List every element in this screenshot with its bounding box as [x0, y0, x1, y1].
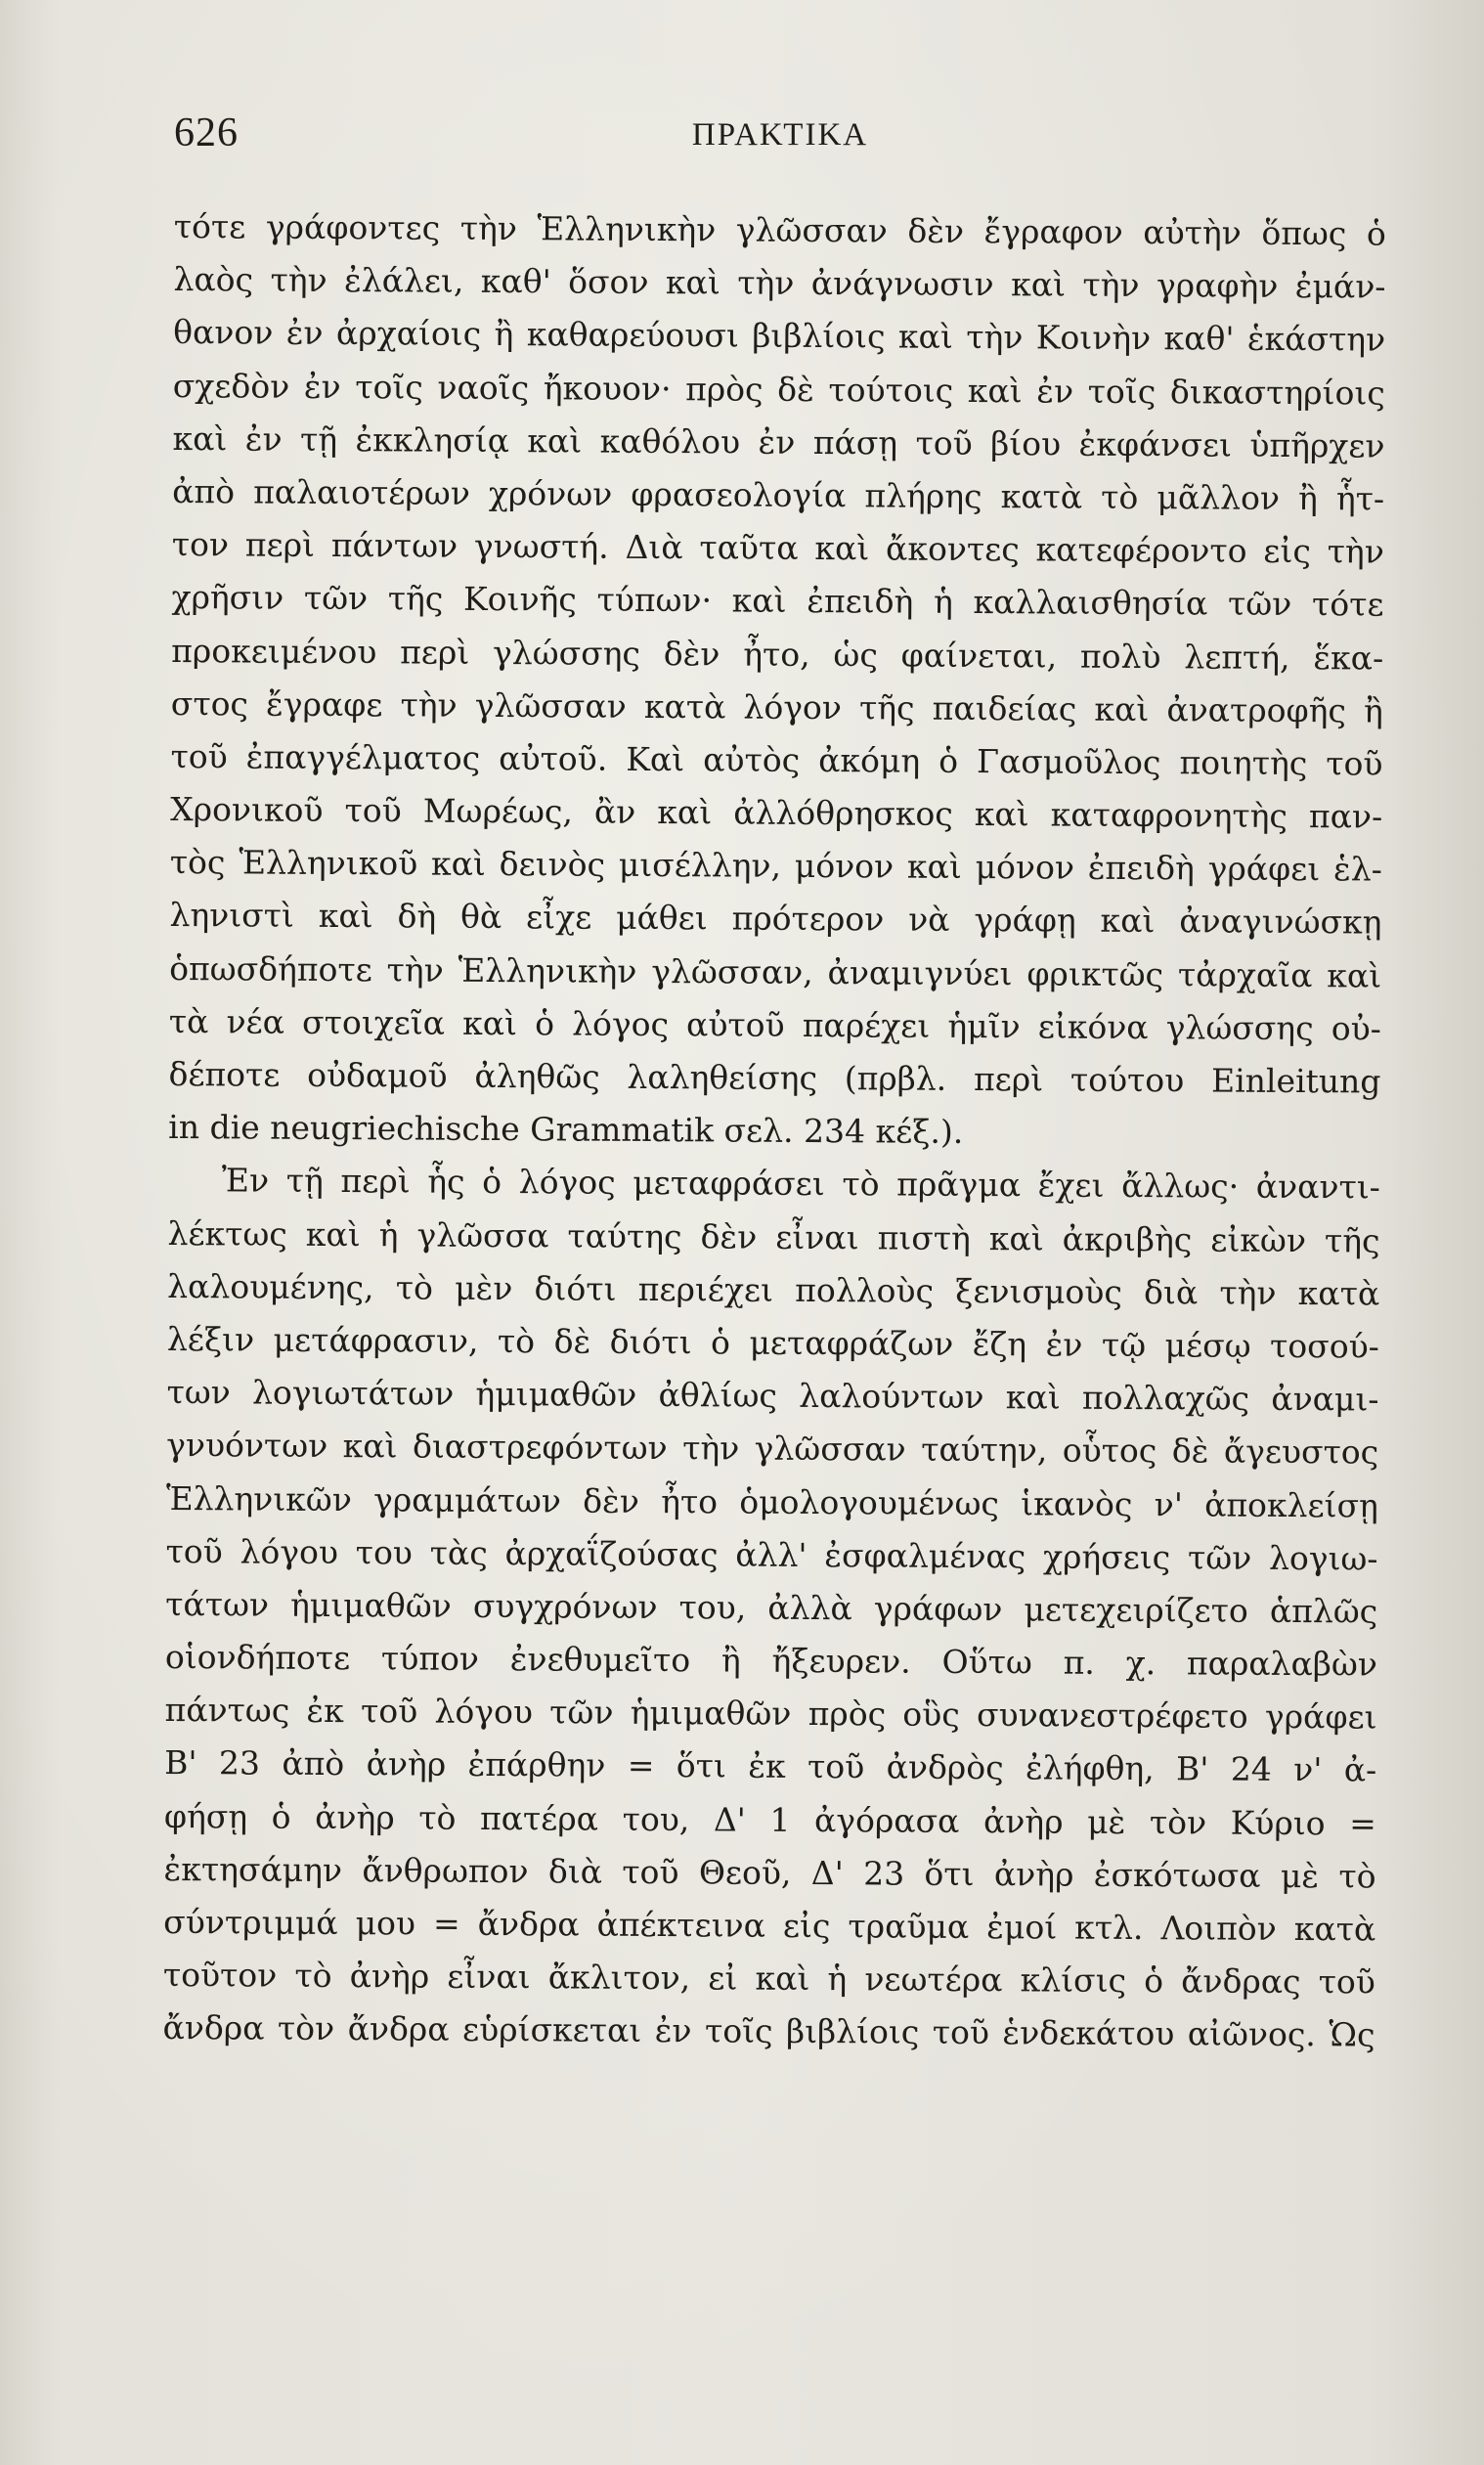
text-line: ἀπὸ παλαιοτέρων χρόνων φρασεολογία πλήρης κατὰ τὸ μᾶλλον ἢ ἧτ- [172, 471, 1385, 518]
text-line: Χρονικοῦ τοῦ Μωρέως, ἂν καὶ ἀλλόθρησκος καὶ καταφρονητὴς παν- [170, 790, 1383, 836]
text-line: προκειμένου περὶ γλώσσης δὲν ἦτο, ὡς φαίνεται, πολὺ λεπτή, ἕκα- [171, 631, 1384, 678]
text-line: πάντως ἐκ τοῦ λόγου τῶν ἡμιμαθῶν πρὸς οὓς συνανεστρέφετο γράφει [164, 1691, 1377, 1737]
text-line: σχεδὸν ἐν τοῖς ναοῖς ἤκουον· πρὸς δὲ τούτοις καὶ ἐν τοῖς δικαστηρίοις [172, 366, 1385, 413]
text-line: χρῆσιν τῶν τῆς Κοινῆς τύπων· καὶ ἐπειδὴ ἡ καλλαισθησία τῶν τότε [171, 578, 1384, 624]
running-title: ΠΡΑΚΤΙΚΑ [691, 117, 869, 153]
text-line: τοῦ ἐπαγγέλματος αὐτοῦ. Καὶ αὐτὸς ἀκόμη ὁ Γασμοῦλος ποιητὴς τοῦ [170, 736, 1383, 783]
text-line: γνυόντων καὶ διαστρεφόντων τὴν γλῶσσαν ταύτην, οὗτος δὲ ἄγευστος [166, 1426, 1379, 1472]
text-line: τὸς Ἑλληνικοῦ καὶ δεινὸς μισέλλην, μόνον καὶ μόνον ἐπειδὴ γράφει ἑλ- [169, 843, 1382, 889]
running-head [174, 110, 1386, 168]
text-line: θανον ἐν ἀρχαίοις ἢ καθαρεύουσι βιβλίοις καὶ τὴν Κοινὴν καθ' ἑκάστην [173, 313, 1386, 359]
body-text [162, 200, 1386, 2062]
text-line: λέξιν μετάφρασιν, τὸ δὲ διότι ὁ μεταφράζων ἔζη ἐν τῷ μέσῳ τοσού- [166, 1319, 1379, 1366]
text-line: καὶ ἐν τῇ ἐκκλησίᾳ καὶ καθόλου ἐν πάσῃ τοῦ βίου ἐκφάνσει ὑπῆρχεν [172, 418, 1385, 465]
text-line: ληνιστὶ καὶ δὴ θὰ εἶχε μάθει πρότερον νὰ γράφῃ καὶ ἀναγινώσκῃ [169, 896, 1382, 942]
text-line: λαὸς τὴν ἐλάλει, καθ' ὅσον καὶ τὴν ἀνάγνωσιν καὶ τὴν γραφὴν ἐμάν- [173, 260, 1386, 306]
text-line: των λογιωτάτων ἡμιμαθῶν ἀθλίως λαλούντων καὶ πολλαχῶς ἀναμι- [166, 1373, 1379, 1419]
paragraph-start-line: Ἐν τῇ περὶ ἧς ὁ λόγος μεταφράσει τὸ πρᾶγμα ἔχει ἄλλως· ἀναντι- [221, 1161, 1380, 1207]
text-line: φήσῃ ὁ ἀνὴρ τὸ πατέρα του, Δ' 1 ἀγόρασα ἀνὴρ μὲ τὸν Κύριο = [163, 1796, 1377, 1843]
text-line: ἐκτησάμην ἄνθρωπον διὰ τοῦ Θεοῦ, Δ' 23 ὅτι ἀνὴρ ἐσκότωσα μὲ τὸ [163, 1849, 1376, 1896]
text-line: δέποτε οὐδαμοῦ ἀληθῶς λαληθείσης (πρβλ. περὶ τούτου Einleitung [168, 1054, 1381, 1101]
text-line: λαλουμένης, τὸ μὲν διότι περιέχει πολλοὺς ξενισμοὺς διὰ τὴν κατὰ [167, 1266, 1380, 1313]
text-line: τάτων ἡμιμαθῶν συγχρόνων του, ἀλλὰ γράφων μετεχειρίζετο ἁπλῶς [165, 1584, 1378, 1631]
text-line: οἱονδήποτε τύπον ἐνεθυμεῖτο ἢ ἤξευρεν. Οὕτω π. χ. παραλαβὼν [164, 1638, 1377, 1684]
text-line: σύντριμμά μου = ἄνδρα ἀπέκτεινα εἰς τραῦμα ἐμοί κτλ. Λοιπὸν κατὰ [163, 1902, 1376, 1949]
text-line: στος ἔγραφε τὴν γλῶσσαν κατὰ λόγον τῆς παιδείας καὶ ἀνατροφῆς ἢ [170, 683, 1383, 730]
text-line: τοῦ λόγου του τὰς ἀρχαΐζούσας ἀλλ' ἐσφαλμένας χρήσεις τῶν λογιω- [165, 1531, 1378, 1578]
text-line: in die neugriechische Grammatik σελ. 234 κέξ.). [168, 1108, 964, 1152]
text-line: λέκτως καὶ ἡ γλῶσσα ταύτης δὲν εἶναι πιστὴ καὶ ἀκριβὴς εἰκὼν τῆς [167, 1213, 1380, 1260]
text-line: Ἑλληνικῶν γραμμάτων δὲν ἦτο ὁμολογουμένως ἱκανὸς ν' ἀποκλείσῃ [165, 1478, 1378, 1525]
text-line: τοῦτον τὸ ἀνὴρ εἶναι ἄκλιτον, εἰ καὶ ἡ νεωτέρα κλίσις ὁ ἄνδρας τοῦ [162, 1956, 1376, 2002]
text-line: τὰ νέα στοιχεῖα καὶ ὁ λόγος αὐτοῦ παρέχει ἡμῖν εἰκόνα γλώσσης οὐ- [168, 1001, 1381, 1048]
page-number: 626 [174, 110, 239, 155]
text-line: ἄνδρα τὸν ἄνδρα εὑρίσκεται ἐν τοῖς βιβλίοις τοῦ ἑνδεκάτου αἰῶνος. Ὡς [162, 2008, 1375, 2054]
text-line: ὁπωσδήποτε τὴν Ἑλληνικὴν γλῶσσαν, ἀναμιγνύει φρικτῶς τἀρχαῖα καὶ [169, 948, 1382, 995]
text-line: τον περὶ πάντων γνωστή. Διὰ ταῦτα καὶ ἄκοντες κατεφέροντο εἰς τὴν [171, 525, 1384, 571]
text-line: τότε γράφοντες τὴν Ἑλληνικὴν γλῶσσαν δὲν ἔγραφον αὐτὴν ὅπως ὁ [173, 206, 1386, 253]
text-line: Β' 23 ἀπὸ ἀνὴρ ἐπάρθην = ὅτι ἐκ τοῦ ἀνδρὸς ἐλήφθη, Β' 24 ν' ἀ- [164, 1743, 1377, 1789]
